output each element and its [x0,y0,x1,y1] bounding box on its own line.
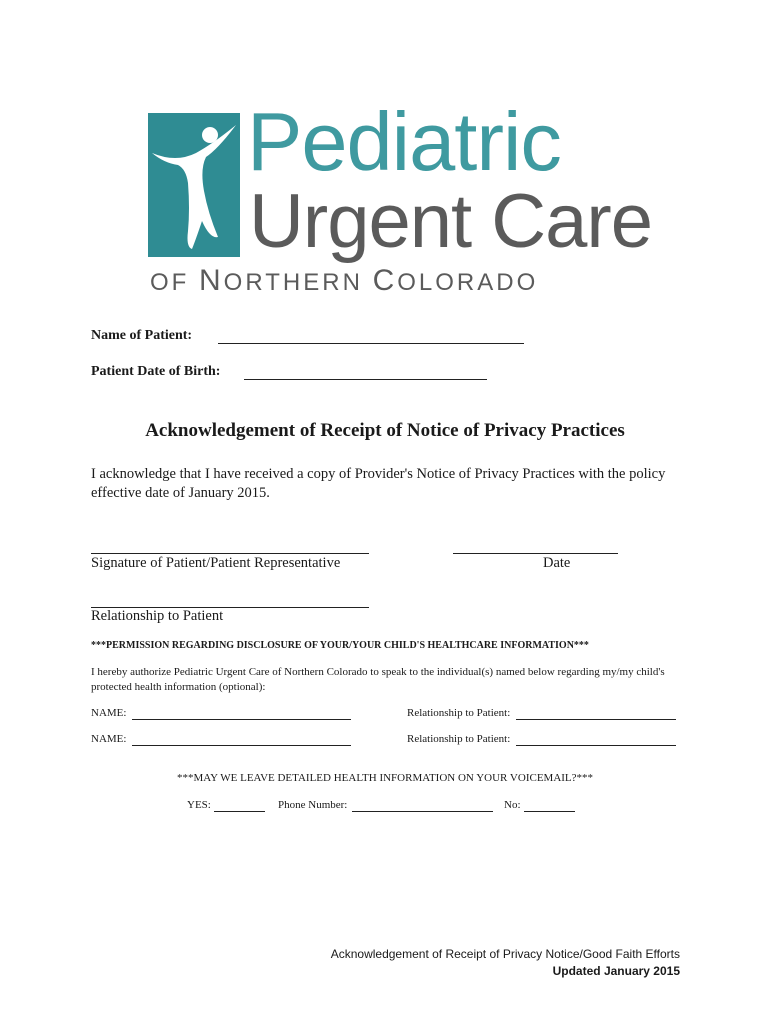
voicemail-phone-label: Phone Number: [278,799,348,811]
patient-name-label: Name of Patient: [91,328,193,343]
voicemail-yes-field[interactable] [214,811,265,812]
permission-heading: ***PERMISSION REGARDING DISCLOSURE OF YOUR/YOUR CHILD'S HEALTHCARE INFORMATION*** [91,640,589,651]
footer-updated: Updated January 2015 [552,964,680,978]
date-label: Date [543,555,571,571]
contact-2-name-label: NAME: [91,733,127,745]
contact-2-name-field[interactable] [132,745,351,746]
signature-label: Signature of Patient/Patient Representative [91,555,341,571]
contact-1-name-field[interactable] [132,719,351,720]
logo-text-pediatric: Pediatric [247,95,561,188]
patient-name-field[interactable] [218,343,524,344]
voicemail-yes-label: YES: [187,799,211,811]
voicemail-heading: ***MAY WE LEAVE DETAILED HEALTH INFORMATION ON YOUR VOICEMAIL?*** [176,772,594,784]
document-title: Acknowledgement of Receipt of Notice of Privacy Practices [145,420,625,441]
voicemail-no-label: No: [504,799,521,811]
patient-dob-field[interactable] [244,379,487,380]
relationship-label: Relationship to Patient [91,608,224,624]
logo-mark [148,113,240,257]
contact-1-relationship-field[interactable] [516,719,676,720]
contact-2-relationship-label: Relationship to Patient: [407,733,511,745]
date-field[interactable] [453,553,618,554]
patient-dob-label: Patient Date of Birth: [91,364,221,379]
logo-text-urgent-care: Urgent Care [249,179,652,264]
contact-2-relationship-field[interactable] [516,745,676,746]
contact-1-name-label: NAME: [91,707,127,719]
authorize-text: I hereby authorize Pediatric Urgent Care of Northern Colorado to speak to the individual(s) named below regarding my/my child's protected health information (optional): [91,666,665,693]
child-figure-icon [148,113,240,257]
voicemail-phone-field[interactable] [352,811,493,812]
contact-1-relationship-label: Relationship to Patient: [407,707,511,719]
signature-field[interactable] [91,553,369,554]
acknowledge-text: I acknowledge that I have received a copy of Provider's Notice of Privacy Practices with the policy effective date of January 2015. [91,466,666,501]
logo-text-northern-colorado: OF NORTHERN COLORADO [150,264,539,297]
voicemail-no-field[interactable] [524,811,575,812]
footer-title: Acknowledgement of Receipt of Privacy Notice/Good Faith Efforts [330,947,680,961]
